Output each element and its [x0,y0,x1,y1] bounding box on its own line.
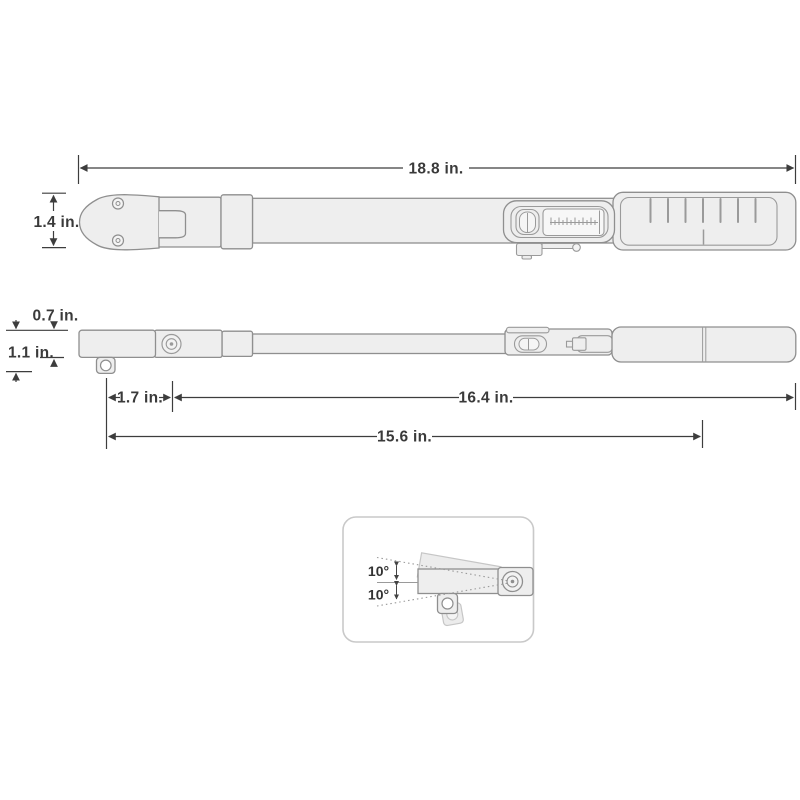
dim-overall-length-label: 18.8 in. [408,160,464,178]
wrench-head-side [79,330,156,357]
dim-drive-to-pivot [107,378,173,449]
inset-pivot [503,572,523,592]
dim-pivot-to-end [175,383,796,410]
adjuster-top-tab [507,327,550,333]
inset-drive-hole [442,598,453,609]
top-view [33,155,795,259]
handle-grip-top [613,192,796,250]
flex-up-angle-label: 10° [367,563,390,579]
dim-effective-length-label: 15.6 in. [377,428,432,446]
side-view [6,308,796,450]
handle-grip-side [612,327,796,362]
dim-overall-height-label: 1.1 in. [7,344,55,362]
latch-tab [567,341,573,347]
dim-overall-length [79,155,796,184]
head-screw-icon [113,198,124,209]
dim-head-width [33,193,79,247]
inset-head-bar [418,569,500,594]
dim-effective-length [109,420,703,448]
latch [573,338,587,351]
dim-head-width-label: 1.4 in. [33,214,80,231]
flex-down-angle-label: 10° [367,586,390,603]
flex-angle-inset [343,517,534,642]
main-beam-side [253,334,511,354]
collar-band-top [221,195,253,249]
flex-joint-tongue-fill [159,211,186,238]
head-screw-icon [113,235,124,246]
collar-band-side [222,331,253,356]
dim-head-thickness-label: 0.7 in. [32,307,79,325]
spring-clip [517,244,581,260]
dim-overall-height [6,320,68,382]
drive-hole [101,360,112,371]
dim-drive-to-pivot-label: 1.7 in. [116,389,164,407]
dim-pivot-to-end-label: 16.4 in. [458,389,514,407]
pivot-joint [162,335,181,354]
